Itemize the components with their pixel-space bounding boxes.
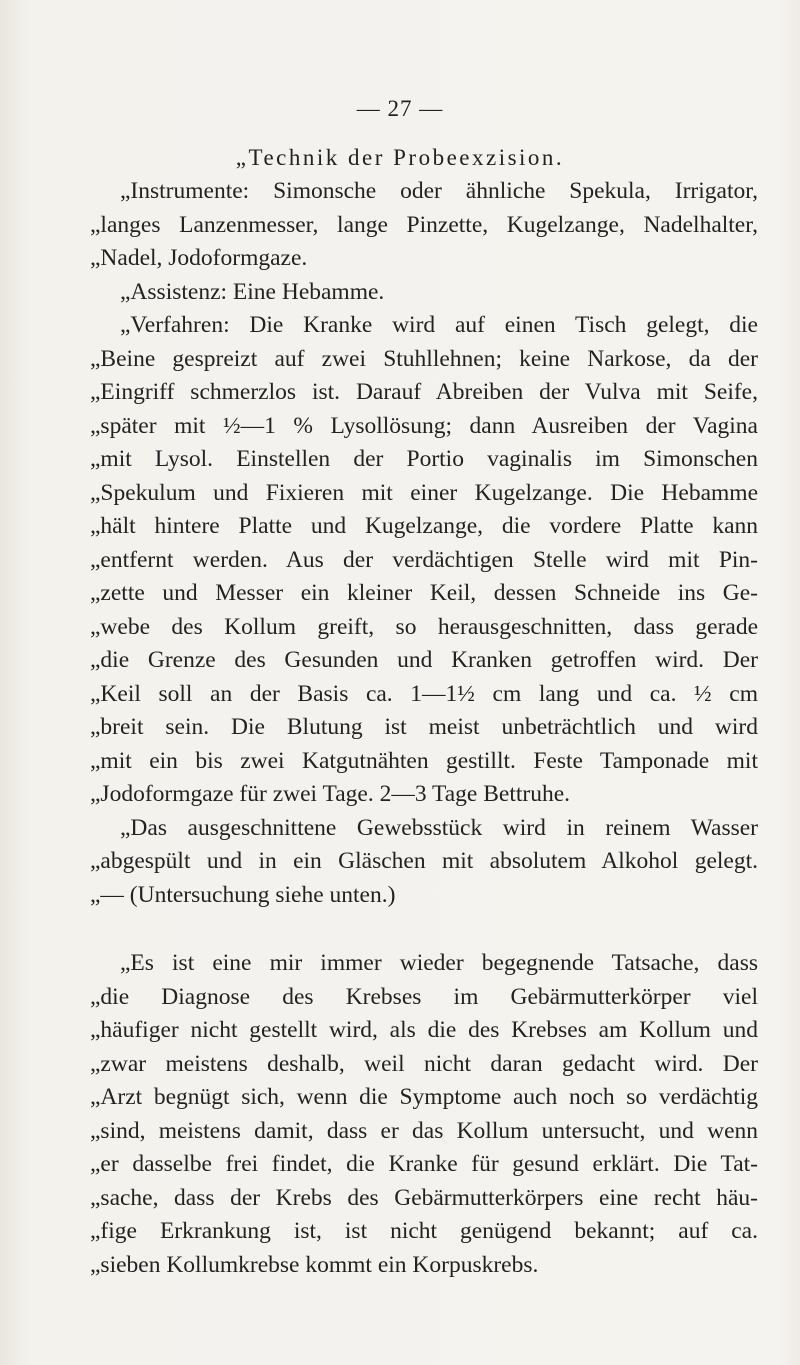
text-line: „häufiger nicht gestellt wird, als die des Krebses am Kollum und xyxy=(90,1017,758,1043)
text-line: „breit sein. Die Blutung ist meist unbeträchtlich und wird xyxy=(90,714,758,740)
text-line: „Keil soll an der Basis ca. 1—1½ cm lang und ca. ½ cm xyxy=(90,680,758,707)
paragraph xyxy=(90,947,758,1282)
paragraph-gap xyxy=(90,912,758,947)
text-line: „Assistenz: Eine Hebamme. xyxy=(120,278,385,305)
text-line: „die Diagnose des Krebses im Gebärmutterkörper viel xyxy=(90,983,758,1010)
text-line: „langes Lanzenmesser, lange Pinzette, Kugelzange, Nadelhalter, xyxy=(90,211,758,238)
text-line: „die Grenze des Gesunden und Kranken getroffen wird. Der xyxy=(90,647,758,673)
text-line: „entfernt werden. Aus der verdächtigen Stelle wird mit Pin- xyxy=(90,546,758,573)
paragraph xyxy=(90,175,758,276)
text-line: „sache, dass der Krebs des Gebärmutterkörpers eine recht häu- xyxy=(90,1184,758,1211)
text-line: „Beine gespreizt auf zwei Stuhllehnen; keine Narkose, da der xyxy=(90,345,758,372)
text-line: „fige Erkrankung ist, ist nicht genügend bekannt; auf ca. xyxy=(90,1218,758,1244)
text-line: „zette und Messer ein kleiner Keil, dessen Schneide ins Ge- xyxy=(90,580,758,606)
text-line: „— (Untersuchung siehe unten.) xyxy=(90,881,396,908)
text-line: „webe des Kollum greift, so herausgeschnitten, dass gerade xyxy=(90,613,758,640)
text-line: „Nadel, Jodoformgaze. xyxy=(90,245,308,271)
text-line: „hält hintere Platte und Kugelzange, die vordere Platte kann xyxy=(90,513,758,539)
text-line: „sind, meistens damit, dass er das Kollum untersucht, und wenn xyxy=(90,1117,758,1144)
text-line: „abgespült und in ein Gläschen mit absolutem Alkohol gelegt. xyxy=(90,848,758,874)
text-line: „Es ist eine mir immer wieder begegnende Tatsache, dass xyxy=(120,950,758,976)
body-text xyxy=(90,175,758,1282)
text-line: „Arzt begnügt sich, wenn die Symptome auch noch so verdächtig xyxy=(90,1084,758,1110)
text-line: „zwar meistens deshalb, weil nicht daran gedacht wird. Der xyxy=(90,1050,758,1077)
text-line: „Jodoformgaze für zwei Tage. 2—3 Tage Bettruhe. xyxy=(90,781,571,807)
text-line: „mit ein bis zwei Katgutnähten gestillt. Feste Tamponade mit xyxy=(90,747,758,774)
paragraph xyxy=(90,309,758,812)
text-line: „Instrumente: Simonsche oder ähnliche Spekula, Irrigator, xyxy=(120,178,758,204)
paragraph xyxy=(90,812,758,913)
text-line: „Eingriff schmerzlos ist. Darauf Abreiben der Vulva mit Seife, xyxy=(90,379,758,405)
text-line: „Das ausgeschnittene Gewebsstück wird in reinem Wasser xyxy=(120,814,758,841)
text-line: „sieben Kollumkrebse kommt ein Korpuskrebs. xyxy=(90,1251,539,1278)
paragraph xyxy=(90,276,758,310)
text-line: „mit Lysol. Einstellen der Portio vaginalis im Simonschen xyxy=(90,446,758,472)
text-line: „Spekulum und Fixieren mit einer Kugelzange. Die Hebamme xyxy=(90,479,758,506)
text-line: „er dasselbe frei findet, die Kranke für gesund erklärt. Die Tat- xyxy=(90,1151,758,1177)
page-number: — 27 — xyxy=(356,96,444,121)
text-line: „später mit ½—1 % Lysollösung; dann Ausreiben der Vagina xyxy=(90,412,758,439)
text-line: „Verfahren: Die Kranke wird auf einen Tisch gelegt, die xyxy=(120,312,758,338)
section-title: „Technik der Probeexzision. xyxy=(235,145,565,170)
